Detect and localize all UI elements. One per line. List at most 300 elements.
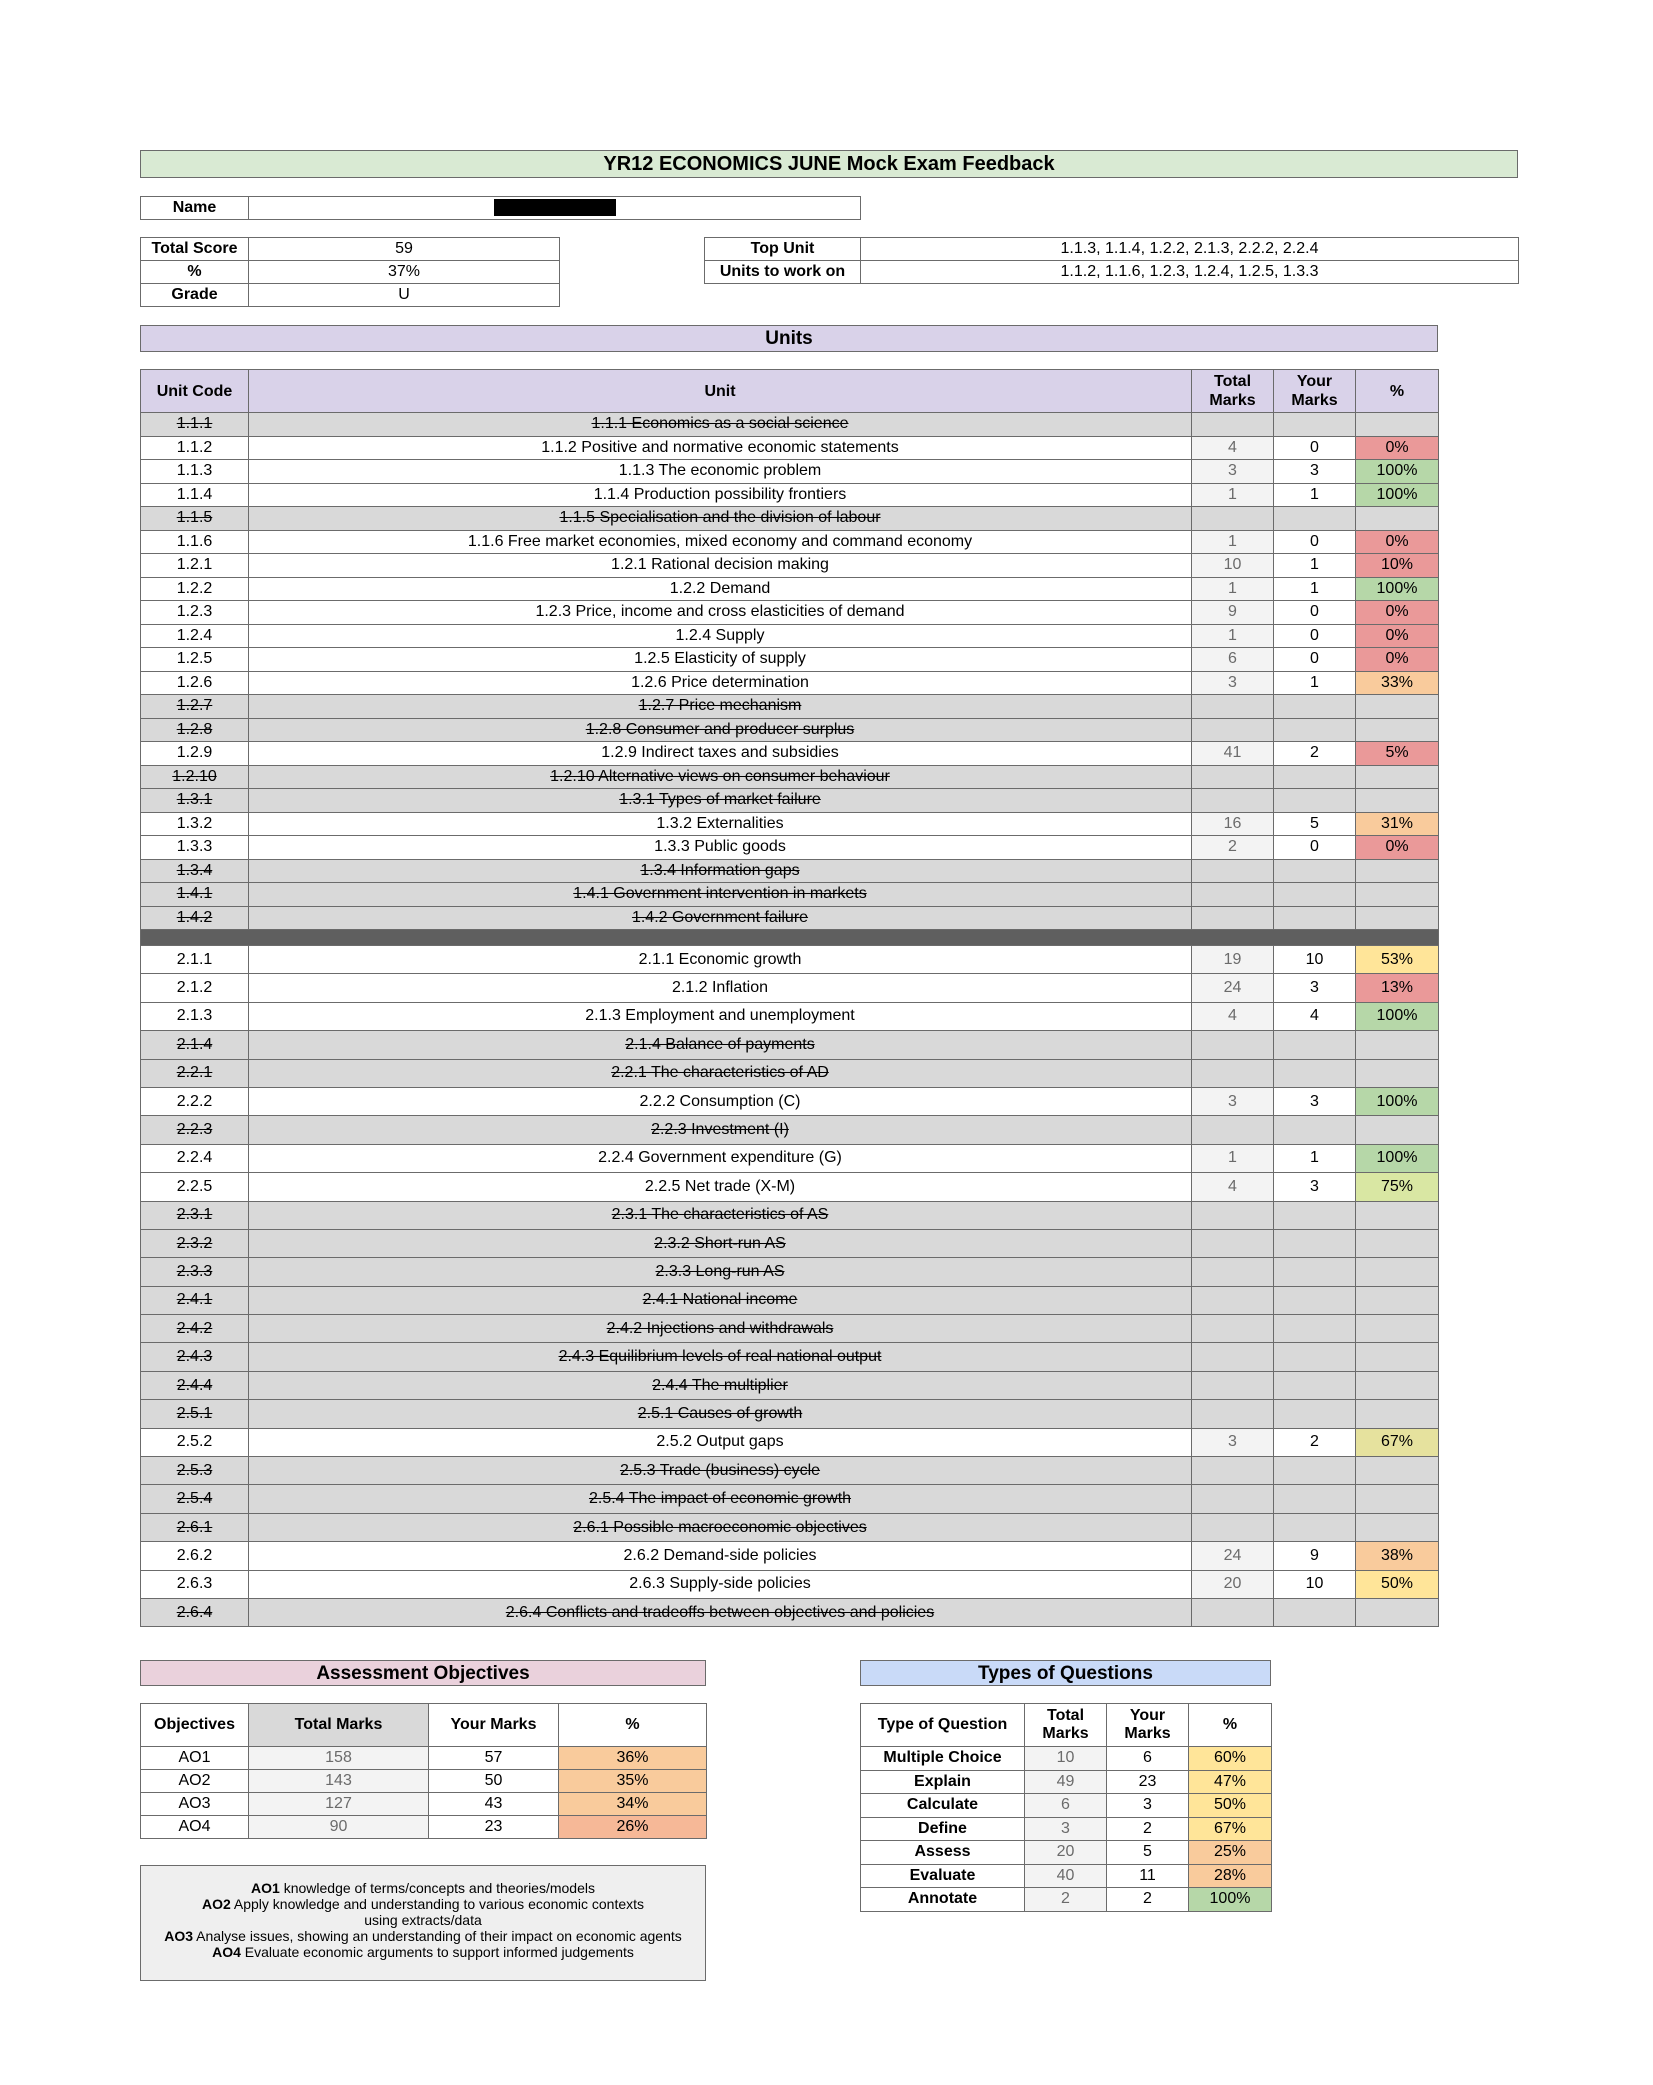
unit-code: 2.4.4 — [141, 1371, 249, 1399]
unit-total-marks: 1 — [1192, 1144, 1274, 1172]
unit-your-marks: 10 — [1274, 1570, 1356, 1598]
ao-col-your-marks: Your Marks — [429, 1704, 559, 1747]
qt-col-your-marks: Your Marks — [1107, 1704, 1189, 1747]
qt-your-marks: 23 — [1107, 1770, 1189, 1794]
unit-code: 1.1.5 — [141, 507, 249, 531]
unit-row — [141, 946, 1439, 974]
question-type-row — [861, 1794, 1272, 1818]
qt-col-total-marks: Total Marks — [1025, 1704, 1107, 1747]
unit-code: 1.3.1 — [141, 789, 249, 813]
unit-name: 1.2.1 Rational decision making — [249, 554, 1192, 578]
unit-total-marks: 4 — [1192, 1002, 1274, 1030]
unit-name: 2.4.2 Injections and withdrawals — [249, 1315, 1192, 1343]
col-header-percent: % — [1356, 370, 1439, 413]
qt-percent: 50% — [1189, 1794, 1272, 1818]
unit-row — [141, 836, 1439, 860]
unit-name: 1.4.1 Government intervention in markets — [249, 883, 1192, 907]
unit-row — [141, 1258, 1439, 1286]
unit-your-marks: 1 — [1274, 483, 1356, 507]
unit-your-marks: 9 — [1274, 1542, 1356, 1570]
qt-total-marks: 6 — [1025, 1794, 1107, 1818]
unit-percent: 0% — [1356, 624, 1439, 648]
unit-total-marks: 3 — [1192, 460, 1274, 484]
unit-name: 1.2.7 Price mechanism — [249, 695, 1192, 719]
unit-total-marks: 1 — [1192, 530, 1274, 554]
unit-code: 1.1.3 — [141, 460, 249, 484]
unit-percent: 5% — [1356, 742, 1439, 766]
qt-your-marks: 2 — [1107, 1817, 1189, 1841]
top-unit-value: 1.1.3, 1.1.4, 1.2.2, 2.1.3, 2.2.2, 2.2.4 — [861, 238, 1519, 261]
unit-name: 2.2.1 The characteristics of AD — [249, 1059, 1192, 1087]
unit-row — [141, 1457, 1439, 1485]
ao-legend-key: AO2 — [201, 1896, 231, 1912]
unit-name: 1.1.1 Economics as a social science — [249, 413, 1192, 437]
grade-value: U — [249, 284, 560, 307]
unit-code: 1.2.10 — [141, 765, 249, 789]
unit-percent — [1356, 1315, 1439, 1343]
unit-your-marks — [1274, 1229, 1356, 1257]
unit-row — [141, 1570, 1439, 1598]
unit-percent: 38% — [1356, 1542, 1439, 1570]
page-title: YR12 ECONOMICS JUNE Mock Exam Feedback — [140, 150, 1518, 178]
unit-percent: 50% — [1356, 1570, 1439, 1598]
unit-your-marks: 0 — [1274, 624, 1356, 648]
qt-col-percent: % — [1189, 1704, 1272, 1747]
unit-name: 2.2.4 Government expenditure (G) — [249, 1144, 1192, 1172]
col-header-your-marks: Your Marks — [1274, 370, 1356, 413]
unit-row — [141, 1031, 1439, 1059]
percent-label: % — [141, 261, 249, 284]
qt-percent: 28% — [1189, 1864, 1272, 1888]
unit-name: 1.3.2 Externalities — [249, 812, 1192, 836]
unit-percent — [1356, 1031, 1439, 1059]
unit-name: 2.5.3 Trade (business) cycle — [249, 1457, 1192, 1485]
ao-legend-text: knowledge of terms/concepts and theories/models — [283, 1880, 595, 1896]
unit-your-marks: 0 — [1274, 836, 1356, 860]
unit-code: 2.4.2 — [141, 1315, 249, 1343]
unit-percent — [1356, 1229, 1439, 1257]
unit-your-marks: 0 — [1274, 601, 1356, 625]
ao-total-marks: 90 — [249, 1816, 429, 1839]
unit-your-marks — [1274, 1400, 1356, 1428]
grade-label: Grade — [141, 284, 249, 307]
unit-total-marks — [1192, 906, 1274, 930]
question-type-row — [861, 1770, 1272, 1794]
qt-col-type: Type of Question — [861, 1704, 1025, 1747]
ao-col-percent: % — [559, 1704, 707, 1747]
unit-percent: 0% — [1356, 648, 1439, 672]
unit-row — [141, 1286, 1439, 1314]
unit-name: 1.2.10 Alternative views on consumer behaviour — [249, 765, 1192, 789]
unit-percent: 0% — [1356, 530, 1439, 554]
unit-row — [141, 1371, 1439, 1399]
unit-code: 1.2.4 — [141, 624, 249, 648]
unit-percent: 100% — [1356, 577, 1439, 601]
unit-percent — [1356, 859, 1439, 883]
qt-your-marks: 2 — [1107, 1888, 1189, 1912]
unit-total-marks — [1192, 695, 1274, 719]
unit-percent: 0% — [1356, 836, 1439, 860]
unit-row — [141, 906, 1439, 930]
unit-name: 1.2.6 Price determination — [249, 671, 1192, 695]
unit-total-marks: 24 — [1192, 1542, 1274, 1570]
unit-your-marks: 1 — [1274, 554, 1356, 578]
unit-percent: 53% — [1356, 946, 1439, 974]
ao-legend-text: Analyse issues, showing an understanding of their impact on economic agents — [196, 1928, 682, 1944]
unit-name: 2.4.1 National income — [249, 1286, 1192, 1314]
ao-percent: 36% — [559, 1747, 707, 1770]
unit-row — [141, 554, 1439, 578]
unit-code: 2.1.3 — [141, 1002, 249, 1030]
unit-your-marks — [1274, 1031, 1356, 1059]
unit-code: 1.2.7 — [141, 695, 249, 719]
unit-code: 1.3.4 — [141, 859, 249, 883]
unit-code: 1.2.3 — [141, 601, 249, 625]
ao-legend-key: AO4 — [212, 1944, 241, 1960]
qt-total-marks: 49 — [1025, 1770, 1107, 1794]
unit-row — [141, 1144, 1439, 1172]
unit-total-marks — [1192, 1457, 1274, 1485]
unit-your-marks — [1274, 883, 1356, 907]
unit-code: 1.2.9 — [141, 742, 249, 766]
unit-code: 1.2.6 — [141, 671, 249, 695]
unit-name: 1.2.5 Elasticity of supply — [249, 648, 1192, 672]
ao-legend-line — [141, 1944, 705, 1960]
unit-code: 2.5.1 — [141, 1400, 249, 1428]
top-unit-label: Top Unit — [705, 238, 861, 261]
unit-name: 1.2.8 Consumer and producer surplus — [249, 718, 1192, 742]
unit-total-marks — [1192, 859, 1274, 883]
unit-name: 2.1.1 Economic growth — [249, 946, 1192, 974]
unit-total-marks: 3 — [1192, 671, 1274, 695]
unit-total-marks — [1192, 883, 1274, 907]
unit-total-marks: 1 — [1192, 577, 1274, 601]
unit-your-marks: 2 — [1274, 1428, 1356, 1456]
unit-row — [141, 577, 1439, 601]
qt-total-marks: 20 — [1025, 1841, 1107, 1865]
unit-name: 1.1.6 Free market economies, mixed economy and command economy — [249, 530, 1192, 554]
ao-your-marks: 50 — [429, 1770, 559, 1793]
unit-row — [141, 1229, 1439, 1257]
unit-total-marks — [1192, 1031, 1274, 1059]
unit-row — [141, 789, 1439, 813]
unit-your-marks: 3 — [1274, 460, 1356, 484]
qt-percent: 100% — [1189, 1888, 1272, 1912]
unit-percent: 13% — [1356, 974, 1439, 1002]
unit-code: 2.2.1 — [141, 1059, 249, 1087]
unit-name: 1.1.2 Positive and normative economic statements — [249, 436, 1192, 460]
unit-code: 2.1.2 — [141, 974, 249, 1002]
question-type: Define — [861, 1817, 1025, 1841]
unit-total-marks — [1192, 1371, 1274, 1399]
qt-total-marks: 40 — [1025, 1864, 1107, 1888]
percent-value: 37% — [249, 261, 560, 284]
ao-total-marks: 158 — [249, 1747, 429, 1770]
unit-code: 1.1.2 — [141, 436, 249, 460]
unit-name: 1.3.1 Types of market failure — [249, 789, 1192, 813]
unit-total-marks: 10 — [1192, 554, 1274, 578]
unit-percent — [1356, 507, 1439, 531]
question-type: Calculate — [861, 1794, 1025, 1818]
unit-code: 2.5.3 — [141, 1457, 249, 1485]
unit-name: 2.5.2 Output gaps — [249, 1428, 1192, 1456]
unit-your-marks — [1274, 1116, 1356, 1144]
question-type: Evaluate — [861, 1864, 1025, 1888]
unit-your-marks: 3 — [1274, 974, 1356, 1002]
unit-percent: 31% — [1356, 812, 1439, 836]
unit-your-marks — [1274, 413, 1356, 437]
unit-total-marks — [1192, 1485, 1274, 1513]
ao-legend-key: AO1 — [251, 1880, 280, 1896]
ao-row — [141, 1770, 707, 1793]
unit-percent — [1356, 1371, 1439, 1399]
ao-objective: AO3 — [141, 1793, 249, 1816]
unit-your-marks — [1274, 1598, 1356, 1626]
unit-your-marks: 2 — [1274, 742, 1356, 766]
unit-your-marks: 1 — [1274, 1144, 1356, 1172]
unit-code: 1.4.2 — [141, 906, 249, 930]
unit-row — [141, 413, 1439, 437]
unit-percent: 75% — [1356, 1173, 1439, 1201]
unit-row — [141, 648, 1439, 672]
unit-row — [141, 624, 1439, 648]
unit-your-marks: 5 — [1274, 812, 1356, 836]
unit-row — [141, 1343, 1439, 1371]
unit-total-marks: 3 — [1192, 1087, 1274, 1115]
unit-row — [141, 1315, 1439, 1343]
unit-code: 1.2.8 — [141, 718, 249, 742]
unit-row — [141, 1059, 1439, 1087]
unit-total-marks: 1 — [1192, 483, 1274, 507]
unit-your-marks — [1274, 507, 1356, 531]
unit-name: 2.2.5 Net trade (X-M) — [249, 1173, 1192, 1201]
ao-legend-key: AO3 — [164, 1928, 194, 1944]
unit-row — [141, 601, 1439, 625]
unit-code: 2.5.2 — [141, 1428, 249, 1456]
unit-row — [141, 530, 1439, 554]
unit-row — [141, 974, 1439, 1002]
unit-row — [141, 436, 1439, 460]
unit-total-marks — [1192, 1201, 1274, 1229]
unit-percent — [1356, 906, 1439, 930]
ao-legend — [140, 1865, 706, 1981]
unit-code: 1.1.6 — [141, 530, 249, 554]
question-type-row — [861, 1888, 1272, 1912]
question-type: Annotate — [861, 1888, 1025, 1912]
unit-your-marks: 4 — [1274, 1002, 1356, 1030]
unit-name: 1.1.3 The economic problem — [249, 460, 1192, 484]
qt-your-marks: 6 — [1107, 1747, 1189, 1771]
unit-percent — [1356, 1201, 1439, 1229]
unit-your-marks — [1274, 1343, 1356, 1371]
unit-code: 2.6.1 — [141, 1513, 249, 1541]
ao-your-marks: 43 — [429, 1793, 559, 1816]
unit-your-marks — [1274, 1513, 1356, 1541]
unit-name: 1.1.4 Production possibility frontiers — [249, 483, 1192, 507]
ao-legend-line — [141, 1896, 705, 1928]
unit-your-marks — [1274, 1457, 1356, 1485]
unit-your-marks — [1274, 789, 1356, 813]
unit-row — [141, 507, 1439, 531]
unit-percent — [1356, 1059, 1439, 1087]
unit-name: 2.1.4 Balance of payments — [249, 1031, 1192, 1059]
ao-your-marks: 57 — [429, 1747, 559, 1770]
unit-percent: 0% — [1356, 601, 1439, 625]
unit-name: 2.6.3 Supply-side policies — [249, 1570, 1192, 1598]
question-type-row — [861, 1864, 1272, 1888]
unit-your-marks — [1274, 1485, 1356, 1513]
unit-row — [141, 1513, 1439, 1541]
top-units-table — [704, 237, 1519, 284]
unit-total-marks — [1192, 1343, 1274, 1371]
unit-code: 2.6.3 — [141, 1570, 249, 1598]
unit-code: 1.3.3 — [141, 836, 249, 860]
unit-code: 1.3.2 — [141, 812, 249, 836]
unit-total-marks — [1192, 1286, 1274, 1314]
unit-percent — [1356, 1513, 1439, 1541]
unit-percent: 67% — [1356, 1428, 1439, 1456]
unit-name: 1.1.5 Specialisation and the division of labour — [249, 507, 1192, 531]
qt-percent: 60% — [1189, 1747, 1272, 1771]
unit-total-marks: 6 — [1192, 648, 1274, 672]
unit-code: 2.3.3 — [141, 1258, 249, 1286]
units-to-work-on-label: Units to work on — [705, 261, 861, 284]
unit-name: 2.6.4 Conflicts and tradeoffs between objectives and policies — [249, 1598, 1192, 1626]
ao-your-marks: 23 — [429, 1816, 559, 1839]
unit-total-marks — [1192, 507, 1274, 531]
unit-code: 1.4.1 — [141, 883, 249, 907]
unit-your-marks: 3 — [1274, 1173, 1356, 1201]
qt-percent: 67% — [1189, 1817, 1272, 1841]
unit-percent — [1356, 1598, 1439, 1626]
unit-percent: 0% — [1356, 436, 1439, 460]
ao-total-marks: 127 — [249, 1793, 429, 1816]
unit-total-marks — [1192, 765, 1274, 789]
total-score-value: 59 — [249, 238, 560, 261]
unit-percent — [1356, 1485, 1439, 1513]
unit-row — [141, 1201, 1439, 1229]
unit-name: 2.3.3 Long-run AS — [249, 1258, 1192, 1286]
unit-code: 2.1.1 — [141, 946, 249, 974]
ao-percent: 26% — [559, 1816, 707, 1839]
ao-objective: AO2 — [141, 1770, 249, 1793]
unit-name: 1.4.2 Government failure — [249, 906, 1192, 930]
unit-name: 1.3.4 Information gaps — [249, 859, 1192, 883]
unit-total-marks: 4 — [1192, 1173, 1274, 1201]
unit-total-marks — [1192, 1059, 1274, 1087]
unit-percent — [1356, 413, 1439, 437]
unit-code: 1.2.2 — [141, 577, 249, 601]
unit-row — [141, 812, 1439, 836]
unit-row — [141, 1173, 1439, 1201]
unit-total-marks: 20 — [1192, 1570, 1274, 1598]
name-value — [249, 197, 861, 220]
unit-percent — [1356, 718, 1439, 742]
unit-your-marks — [1274, 695, 1356, 719]
unit-row — [141, 695, 1439, 719]
ao-col-objectives: Objectives — [141, 1704, 249, 1747]
ao-percent: 35% — [559, 1770, 707, 1793]
unit-percent: 33% — [1356, 671, 1439, 695]
unit-name: 1.2.2 Demand — [249, 577, 1192, 601]
unit-total-marks: 9 — [1192, 601, 1274, 625]
unit-row — [141, 742, 1439, 766]
unit-your-marks: 0 — [1274, 436, 1356, 460]
unit-your-marks — [1274, 1258, 1356, 1286]
unit-percent: 100% — [1356, 460, 1439, 484]
question-types-heading: Types of Questions — [860, 1660, 1271, 1686]
ao-objective: AO1 — [141, 1747, 249, 1770]
unit-your-marks — [1274, 718, 1356, 742]
unit-total-marks: 3 — [1192, 1428, 1274, 1456]
unit-row — [141, 718, 1439, 742]
unit-row — [141, 1400, 1439, 1428]
unit-code: 1.1.4 — [141, 483, 249, 507]
unit-total-marks: 24 — [1192, 974, 1274, 1002]
unit-row — [141, 671, 1439, 695]
ao-legend-line — [141, 1880, 705, 1896]
unit-percent — [1356, 1457, 1439, 1485]
unit-row — [141, 1485, 1439, 1513]
unit-name: 2.5.4 The impact of economic growth — [249, 1485, 1192, 1513]
unit-total-marks — [1192, 413, 1274, 437]
unit-your-marks — [1274, 906, 1356, 930]
unit-your-marks — [1274, 859, 1356, 883]
ao-percent: 34% — [559, 1793, 707, 1816]
unit-total-marks — [1192, 718, 1274, 742]
unit-total-marks: 19 — [1192, 946, 1274, 974]
unit-percent — [1356, 789, 1439, 813]
name-table — [140, 196, 861, 220]
unit-your-marks — [1274, 1201, 1356, 1229]
unit-total-marks: 4 — [1192, 436, 1274, 460]
unit-row — [141, 859, 1439, 883]
question-type: Explain — [861, 1770, 1025, 1794]
qt-total-marks: 2 — [1025, 1888, 1107, 1912]
unit-name: 1.2.3 Price, income and cross elasticities of demand — [249, 601, 1192, 625]
unit-name: 2.3.2 Short-run AS — [249, 1229, 1192, 1257]
unit-percent — [1356, 695, 1439, 719]
unit-name: 2.6.2 Demand-side policies — [249, 1542, 1192, 1570]
unit-code: 2.3.1 — [141, 1201, 249, 1229]
units-heading: Units — [140, 325, 1438, 352]
unit-total-marks: 16 — [1192, 812, 1274, 836]
unit-code: 1.2.1 — [141, 554, 249, 578]
unit-name: 1.2.9 Indirect taxes and subsidies — [249, 742, 1192, 766]
unit-your-marks: 1 — [1274, 577, 1356, 601]
unit-total-marks — [1192, 1513, 1274, 1541]
total-score-label: Total Score — [141, 238, 249, 261]
ao-row — [141, 1816, 707, 1839]
unit-row — [141, 1598, 1439, 1626]
unit-percent — [1356, 1116, 1439, 1144]
unit-total-marks: 1 — [1192, 624, 1274, 648]
unit-code: 2.4.1 — [141, 1286, 249, 1314]
unit-your-marks — [1274, 765, 1356, 789]
unit-percent — [1356, 765, 1439, 789]
ao-objective: AO4 — [141, 1816, 249, 1839]
unit-total-marks — [1192, 1116, 1274, 1144]
qt-your-marks: 5 — [1107, 1841, 1189, 1865]
unit-name: 2.1.2 Inflation — [249, 974, 1192, 1002]
ao-total-marks: 143 — [249, 1770, 429, 1793]
unit-row — [141, 460, 1439, 484]
unit-code: 1.1.1 — [141, 413, 249, 437]
unit-code: 2.2.2 — [141, 1087, 249, 1115]
qt-your-marks: 11 — [1107, 1864, 1189, 1888]
unit-total-marks — [1192, 789, 1274, 813]
unit-code: 2.5.4 — [141, 1485, 249, 1513]
